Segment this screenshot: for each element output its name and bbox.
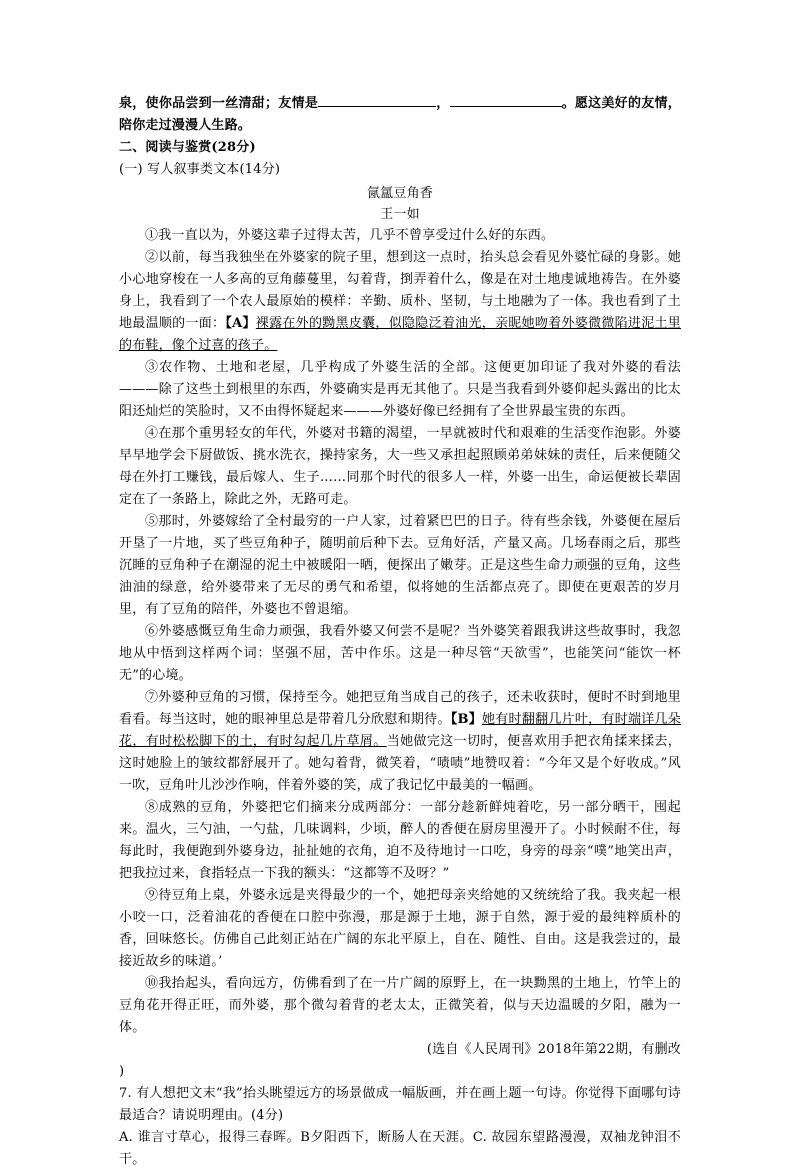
paragraph-6: ⑥外婆感慨豆角生命力顽强，我看外婆又何尝不是呢？当外婆笑着跟我讲这些故事时，我忽地从中悟到这样两个词：坚强不屈，苦中作乐。这是一种尽管“天欲雪”，也能笑问“能饮一杯无”的心境。 <box>119 624 681 683</box>
article-title: 氤氲豆角香 <box>366 186 433 201</box>
paragraph-5: ⑤那时，外婆嫁给了全村最穷的一户人家，过着紧巴巴的日子。待有些余钱，外婆便在屋后开垦了一片地，买了些豆角种子，随明前后种下去。豆角好活，产量又高。几场春雨之后，那些沉睡的豆角种子在潮湿的泥土中被暖阳一晒，便探出了嫩芽。正是这些生命力顽强的豆角，这些油油的绿意，给外婆带来了无尽的勇气和希望，似将她的生活都点亮了。即使在更艰苦的岁月里，有了豆角的陪伴，外婆也不曾退缩。 <box>119 514 681 617</box>
paragraph-2 <box>119 247 681 357</box>
underlined-sentence-a: 裸露在外的黝黑皮囊，似隐隐泛着油光，亲昵她吻着外婆微微陷进泥土里的布鞋，像个过喜的孩子。 <box>119 316 681 353</box>
section-title: 二、阅读与鉴赏(28分) <box>119 140 256 155</box>
article-author: 王一如 <box>380 207 420 222</box>
paragraph-2-text: ②以前，每当我独坐在外婆家的院子里，想到这一点时，抬头总会看见外婆忙碌的身影。她小心地穿梭在一人多高的豆角藤蔓里，勾着背，捯弄着什么，像是在对土地虔诚地祷告。在外婆身上，我看到了一个农人最原始的模样：辛勤、质朴、坚韧，与土地融为了一体。我也看到了土地最温顺的一面： <box>119 250 681 331</box>
intro-text-a: 泉，使你品尝到一丝清甜；友情是 <box>119 96 319 111</box>
paragraph-7 <box>119 687 681 797</box>
paragraph-7-text-a: ⑦外婆种豆角的习惯，保持至今。她把豆角当成自己的孩子，还未收获时，便时不时到地里看看。每当这时，她的眼神里总是带着几分欣慰和期待。 <box>119 690 681 727</box>
subsection-title: (一) 写人叙事类文本(14分) <box>119 162 281 177</box>
paragraph-9: ⑨待豆角上桌，外婆永远是夹得最少的一个，她把母亲夹给她的又统统给了我。我夹起一根小咬一口，泛着油花的香便在口腔中弥漫，那是源于土地，源于自然，源于爱的最纯粹质朴的香，回味悠长。仿佛自己此刻正站在广阔的东北平原上，自在、随性、自由。这是我尝过的，最接近故乡的味道。’ <box>119 888 681 969</box>
underlined-sentence-b: 她有时翻翻几片叶，有时端详几朵花，有时松松脚下的土，有时勾起几片草屑。 <box>119 712 681 749</box>
answer-blank-1[interactable] <box>318 92 436 107</box>
intro-paragraph <box>119 92 681 137</box>
paragraph-1: ①我一直以为，外婆这辈子过得太苦，几乎不曾享受过什么好的东西。 <box>145 228 555 243</box>
paragraph-3: ③农作物、土地和老屋，几乎构成了外婆生活的全部。这便更加印证了我对外婆的看法———除了这些土到根里的东西，外婆确实是再无其他了。只是当我看到外婆仰起头露出的比太阳还灿烂的笑脸时，又不由得怀疑起来———外婆好像已经拥有了全世界最宝贵的东西。 <box>119 360 681 419</box>
paragraph-10: ⑩我抬起头，看向远方，仿佛看到了在一片广阔的原野上，在一块黝黑的土地上，竹竿上的豆角花开得正旺，而外婆，那个微勾着背的老太太，正微笑着，似与天边温暖的夕阳，融为一体。 <box>119 976 681 1035</box>
source-citation-close: ) <box>119 1064 125 1079</box>
question-7-options: A. 谁言寸草心，报得三春晖。B夕阳西下，断肠人在天涯。C. 故园东望路漫漫，双袖龙钟泪不干。 <box>119 1130 681 1167</box>
source-citation: (选自《人民周刊》2018年第22期，有删改 <box>426 1042 681 1057</box>
mark-b: 【B】 <box>450 712 483 727</box>
answer-blank-2[interactable] <box>450 92 562 107</box>
question-7-stem: 7. 有人想把文末“我”抬头眺望远方的场景做成一幅版画，并在画上题一句诗。你觉得下面哪句诗最适合？请说明理由。(4分) <box>119 1086 681 1123</box>
paragraph-4: ④在那个重男轻女的年代，外婆对书籍的渴望，一早就被时代和艰难的生活变作泡影。外婆早早地学会下厨做饭、挑水洗衣，操持家务，大一些又承担起照顾弟弟妹妹的责任，后来便随父母在外打工赚钱，最后嫁人、生子……同那个时代的很多人一样，外婆一出生，命运便被长辈固定在了一条路上，除此之外，无路可走。 <box>119 426 681 507</box>
paragraph-8: ⑧成熟的豆角，外婆把它们摘来分成两部分：一部分趁新鲜炖着吃，另一部分晒干，囤起来。温火，三勺油，一勺盐，几味调料，少顷，醉人的香便在厨房里漫开了。小时候耐不住，每每此时，我便跑到外婆身边，扯扯她的衣角，迫不及待地讨一口吃，身旁的母亲“噗”地笑出声，把我拉过来，食指轻点一下我的额头：“这都等不及呀？” <box>119 800 681 881</box>
intro-text-b: ， <box>436 96 450 111</box>
mark-a: 【A】 <box>225 316 256 331</box>
paragraph-7-text-b: 当她做完这一切时，便喜欢用手把衣角揉来揉去，这时她脸上的皱纹都舒展开了。她勾着背，微笑着，“啧啧”地赞叹着：“今年又是个好收成。”风一吹，豆角叶儿沙沙作响，伴着外婆的笑，成了我记忆中最美的一幅画。 <box>119 734 681 793</box>
intro-text-c: 。愿这美好的友情，陪你走过漫漫人生路。 <box>119 96 681 133</box>
